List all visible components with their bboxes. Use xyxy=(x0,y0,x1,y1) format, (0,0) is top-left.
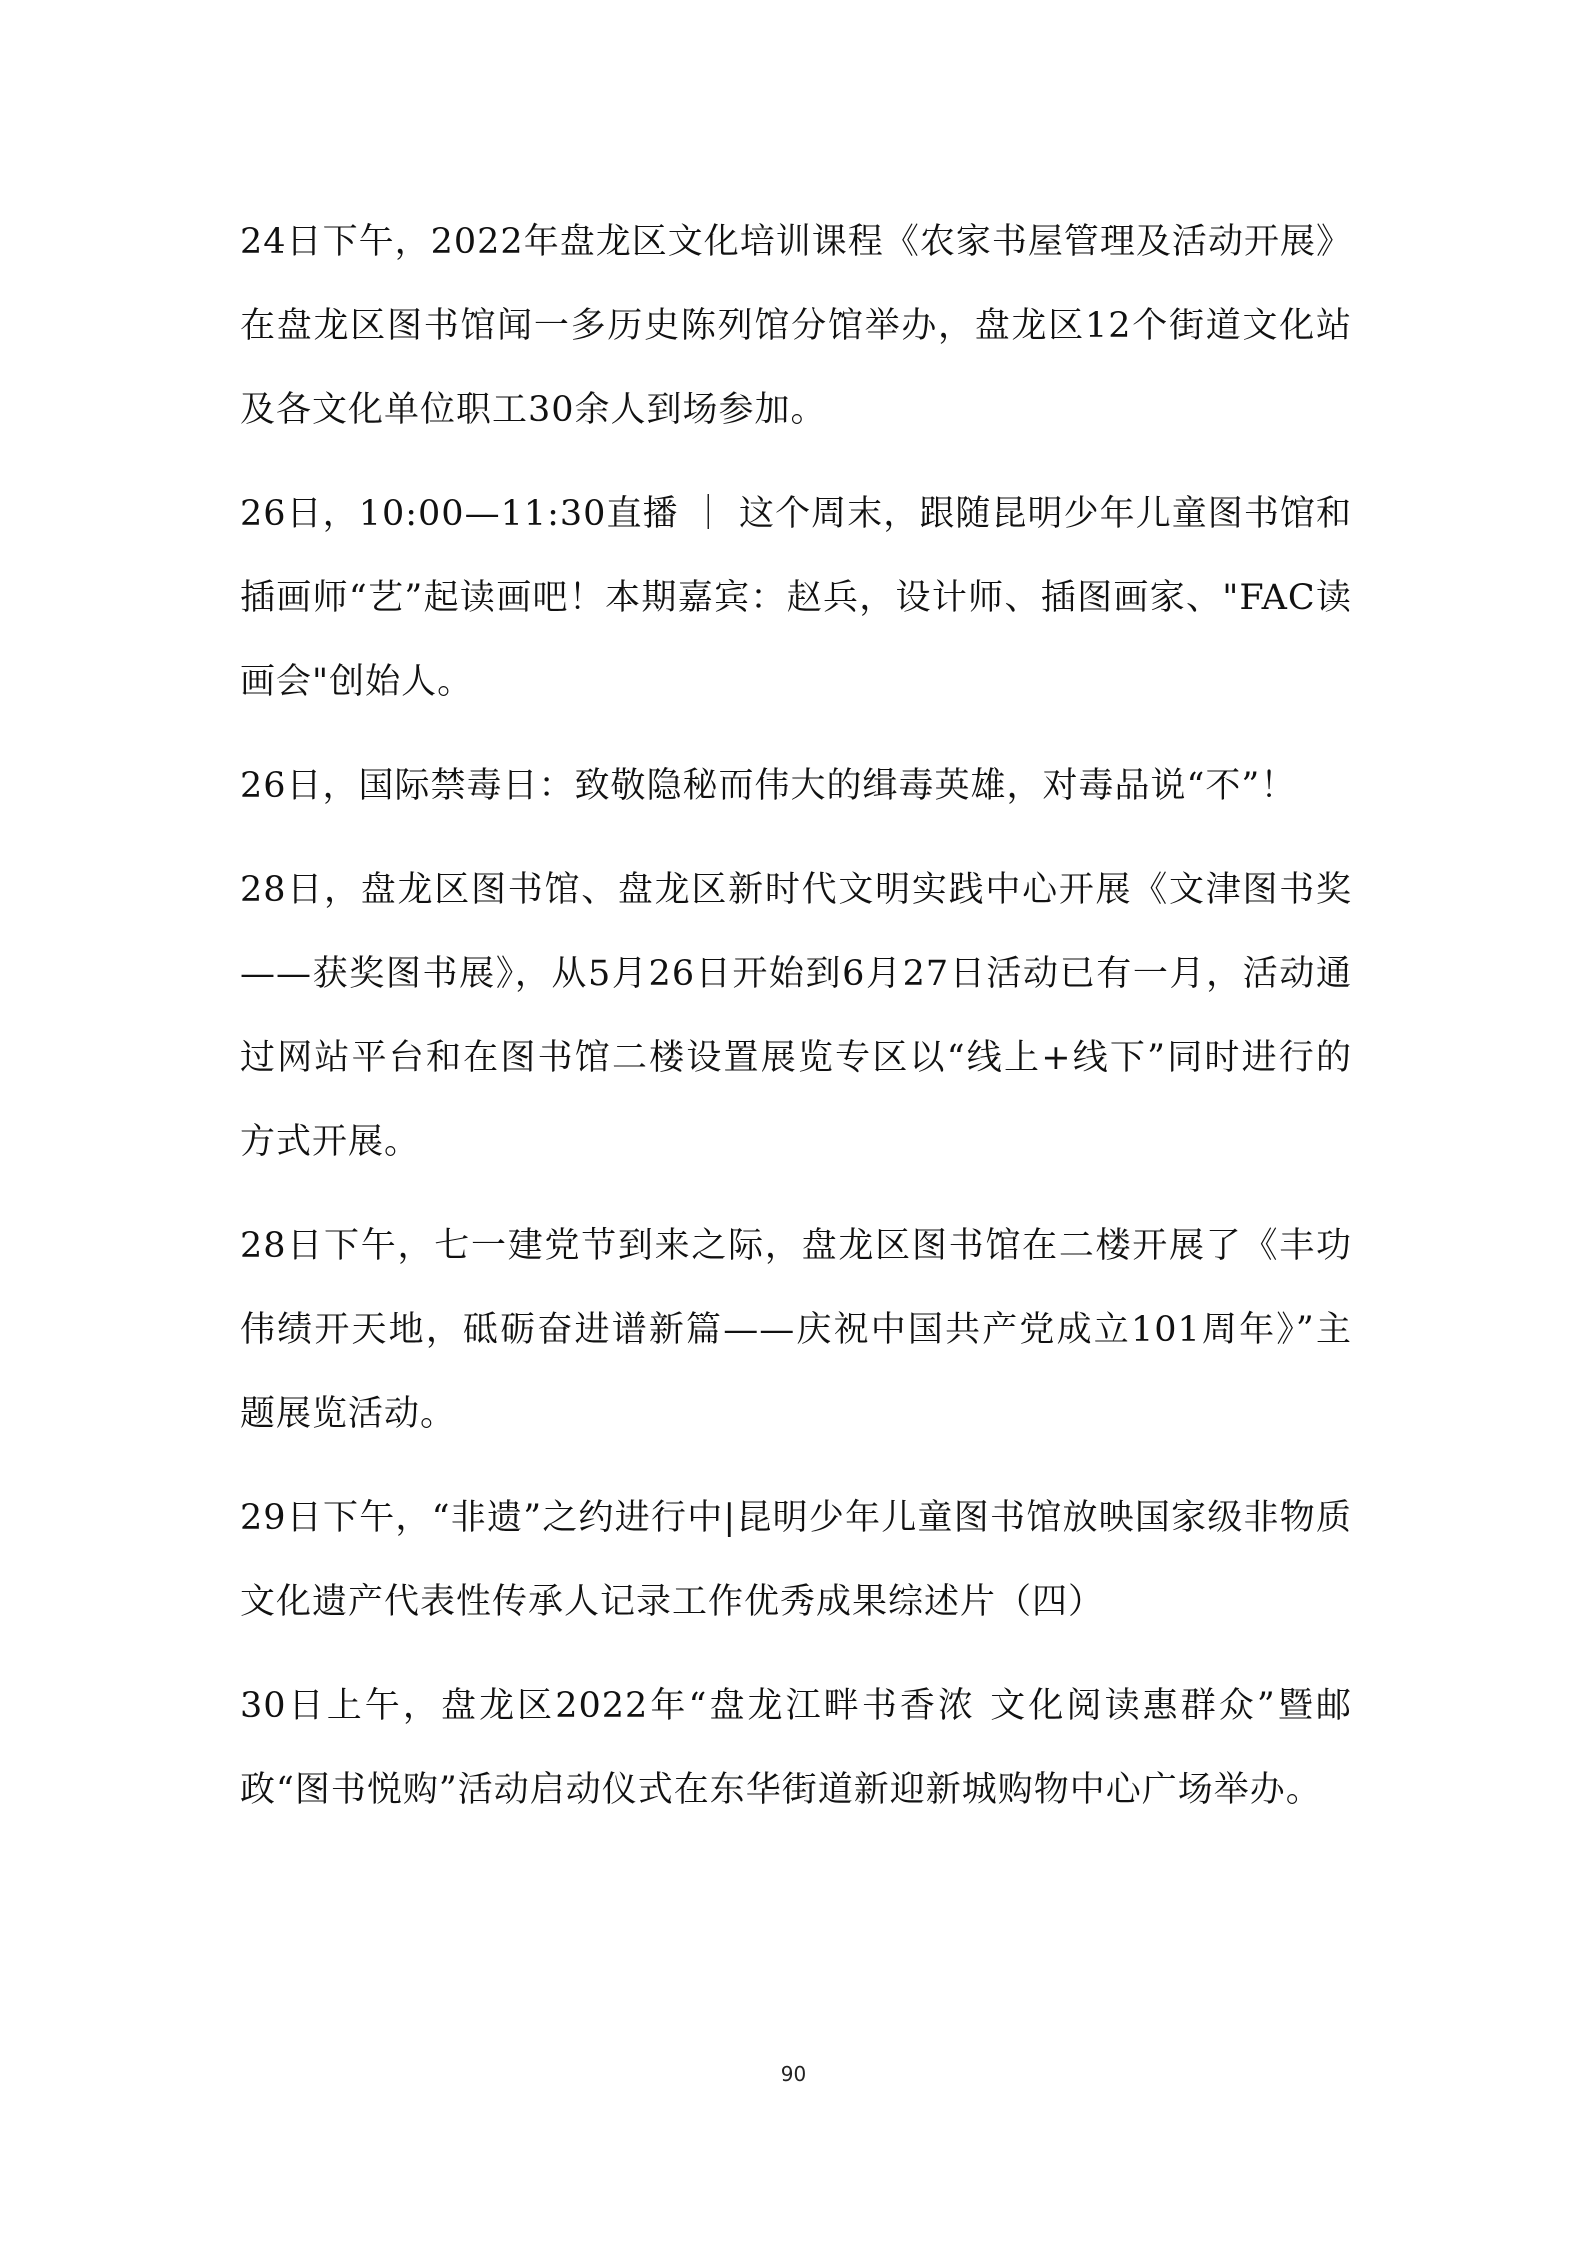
paragraph-4: 28日，盘龙区图书馆、盘龙区新时代文明实践中心开展《文津图书奖——获奖图书展》，从5月26日开始到6月27日活动已有一月，活动通过网站平台和在图书馆二楼设置展览专区以“线上+线下”同时进行的方式开展。 xyxy=(240,870,1352,1162)
paragraph-1: 24日下午，2022年盘龙区文化培训课程《农家书屋管理及活动开展》在盘龙区图书馆闻一多历史陈列馆分馆举办，盘龙区12个街道文化站及各文化单位职工30余人到场参加。 xyxy=(240,222,1352,430)
paragraph-7: 30日上午，盘龙区2022年“盘龙江畔书香浓 文化阅读惠群众”暨邮政“图书悦购”活动启动仪式在东华街道新迎新城购物中心广场举办。 xyxy=(240,1686,1352,1810)
paragraph-6: 29日下午，“非遗”之约进行中|昆明少年儿童图书馆放映国家级非物质文化遗产代表性传承人记录工作优秀成果综述片（四） xyxy=(240,1498,1352,1622)
paragraph-3: 26日，国际禁毒日：致敬隐秘而伟大的缉毒英雄，对毒品说“不”！ xyxy=(240,766,1297,806)
page-number: 90 xyxy=(780,2062,807,2086)
paragraph-5: 28日下午，七一建党节到来之际，盘龙区图书馆在二楼开展了《丰功伟绩开天地，砥砺奋进谱新篇——庆祝中国共产党成立101周年》”主题展览活动。 xyxy=(240,1226,1352,1434)
paragraph-2: 26日，10:00—11:30直播 ｜ 这个周末，跟随昆明少年儿童图书馆和插画师“艺”起读画吧！本期嘉宾：赵兵，设计师、插图画家、"FAC读画会"创始人。 xyxy=(240,494,1352,702)
document-body xyxy=(240,200,1352,1852)
